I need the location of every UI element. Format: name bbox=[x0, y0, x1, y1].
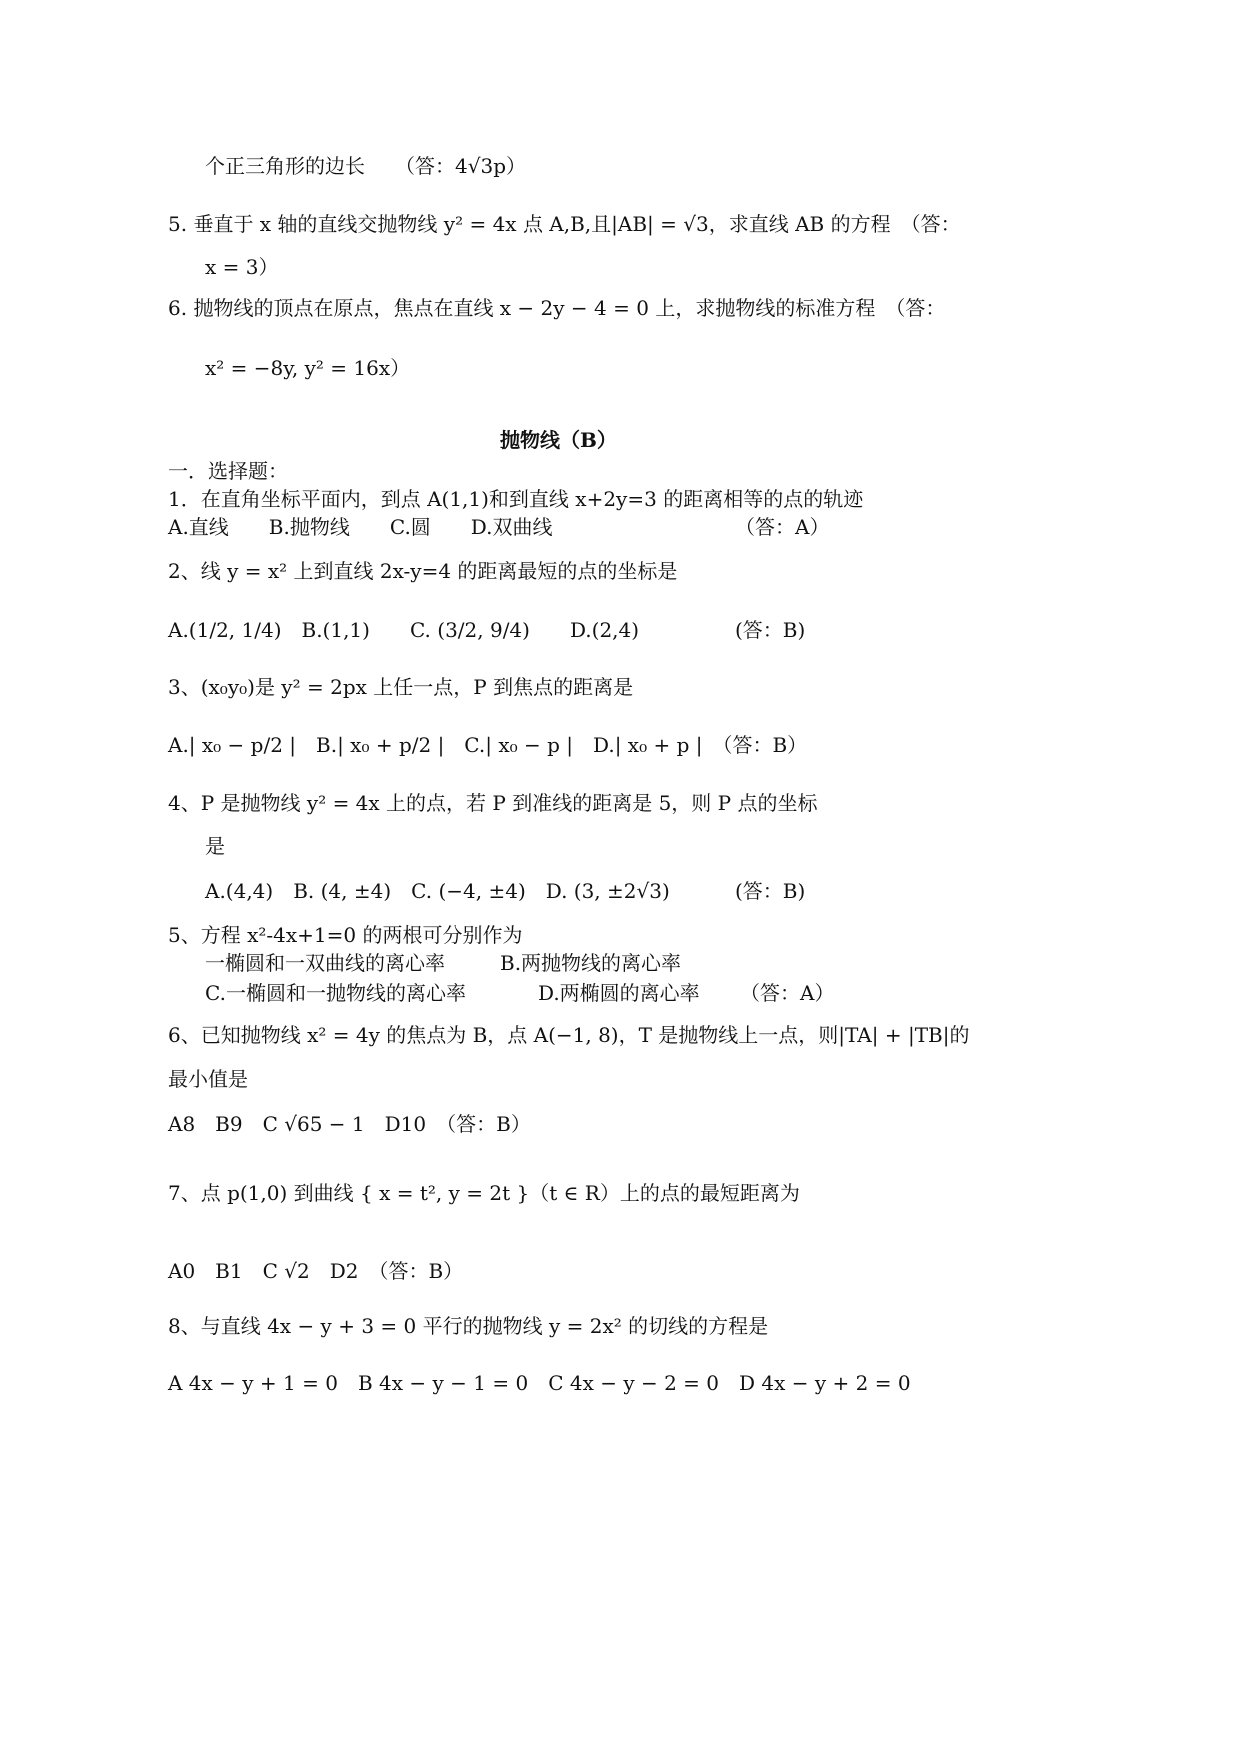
answer-5: x = 3） bbox=[205, 255, 279, 279]
answer-b4: (答：B) bbox=[735, 879, 806, 903]
question-b2: 2、线 y = x² 上到直线 2x-y=4 的距离最短的点的坐标是 bbox=[168, 559, 678, 583]
option-b5-a: 一椭圆和一双曲线的离心率 bbox=[205, 951, 445, 975]
answer-b1: （答：A） bbox=[735, 515, 830, 539]
question-b4-cont: 是 bbox=[205, 834, 225, 858]
options-b6: A8 B9 C √65 − 1 D10 （答：B） bbox=[168, 1112, 531, 1136]
options-b3: A.| x₀ − p/2 | B.| x₀ + p/2 | C.| x₀ − p | D.| x₀ + p | （答：B） bbox=[168, 733, 808, 757]
options-b1: A.直线 B.抛物线 C.圆 D.双曲线 bbox=[168, 515, 553, 539]
option-b5-d: D.两椭圆的离心率 bbox=[538, 981, 700, 1005]
question-b4: 4、P 是抛物线 y² = 4x 上的点，若 P 到准线的距离是 5，则 P 点的坐标 bbox=[168, 791, 818, 815]
options-b2: A.(1/2, 1/4) B.(1,1) C. (3/2, 9/4) D.(2,4) bbox=[168, 618, 640, 642]
question-5: 5. 垂直于 x 轴的直线交抛物线 y² = 4x 点 A,B,且|AB| = √3，求直线 AB 的方程 （答： bbox=[168, 212, 961, 236]
options-b7: A0 B1 C √2 D2 （答：B） bbox=[168, 1259, 464, 1283]
question-b7: 7、点 p(1,0) 到曲线 { x = t², y = 2t }（t ∈ R）上的点的最短距离为 bbox=[168, 1181, 800, 1205]
question-b1: 1．在直角坐标平面内，到点 A(1,1)和到直线 x+2y=3 的距离相等的点的轨迹 bbox=[168, 487, 864, 511]
question-b6-cont: 最小值是 bbox=[168, 1067, 248, 1091]
question-b8: 8、与直线 4x − y + 3 = 0 平行的抛物线 y = 2x² 的切线的方程是 bbox=[168, 1314, 769, 1338]
text-line: 个正三角形的边长 （答：4√3p） bbox=[205, 154, 526, 178]
question-b5: 5、方程 x²-4x+1=0 的两根可分别作为 bbox=[168, 923, 523, 947]
question-6: 6. 抛物线的顶点在原点，焦点在直线 x − 2y − 4 = 0 上，求抛物线的标准方程 （答： bbox=[168, 296, 946, 320]
question-b6: 6、已知抛物线 x² = 4y 的焦点为 B，点 A(−1, 8)，T 是抛物线上一点，则|TA| + |TB|的 bbox=[168, 1023, 970, 1047]
options-b4: A.(4,4) B. (4, ±4) C. (−4, ±4) D. (3, ±2√3) bbox=[205, 879, 670, 903]
question-b3: 3、(x₀y₀)是 y² = 2px 上任一点，P 到焦点的距离是 bbox=[168, 675, 634, 699]
section-title: 抛物线（B） bbox=[500, 428, 617, 452]
section-heading: 一．选择题： bbox=[168, 459, 288, 483]
option-b5-b: B.两抛物线的离心率 bbox=[500, 951, 682, 975]
option-b5-c: C.一椭圆和一抛物线的离心率 bbox=[205, 981, 466, 1005]
answer-b2: (答：B) bbox=[735, 618, 806, 642]
answer-6: x² = −8y, y² = 16x） bbox=[205, 356, 411, 380]
options-b8: A 4x − y + 1 = 0 B 4x − y − 1 = 0 C 4x − y − 2 = 0 D 4x − y + 2 = 0 bbox=[168, 1371, 911, 1395]
answer-b5: （答：A） bbox=[740, 981, 835, 1005]
